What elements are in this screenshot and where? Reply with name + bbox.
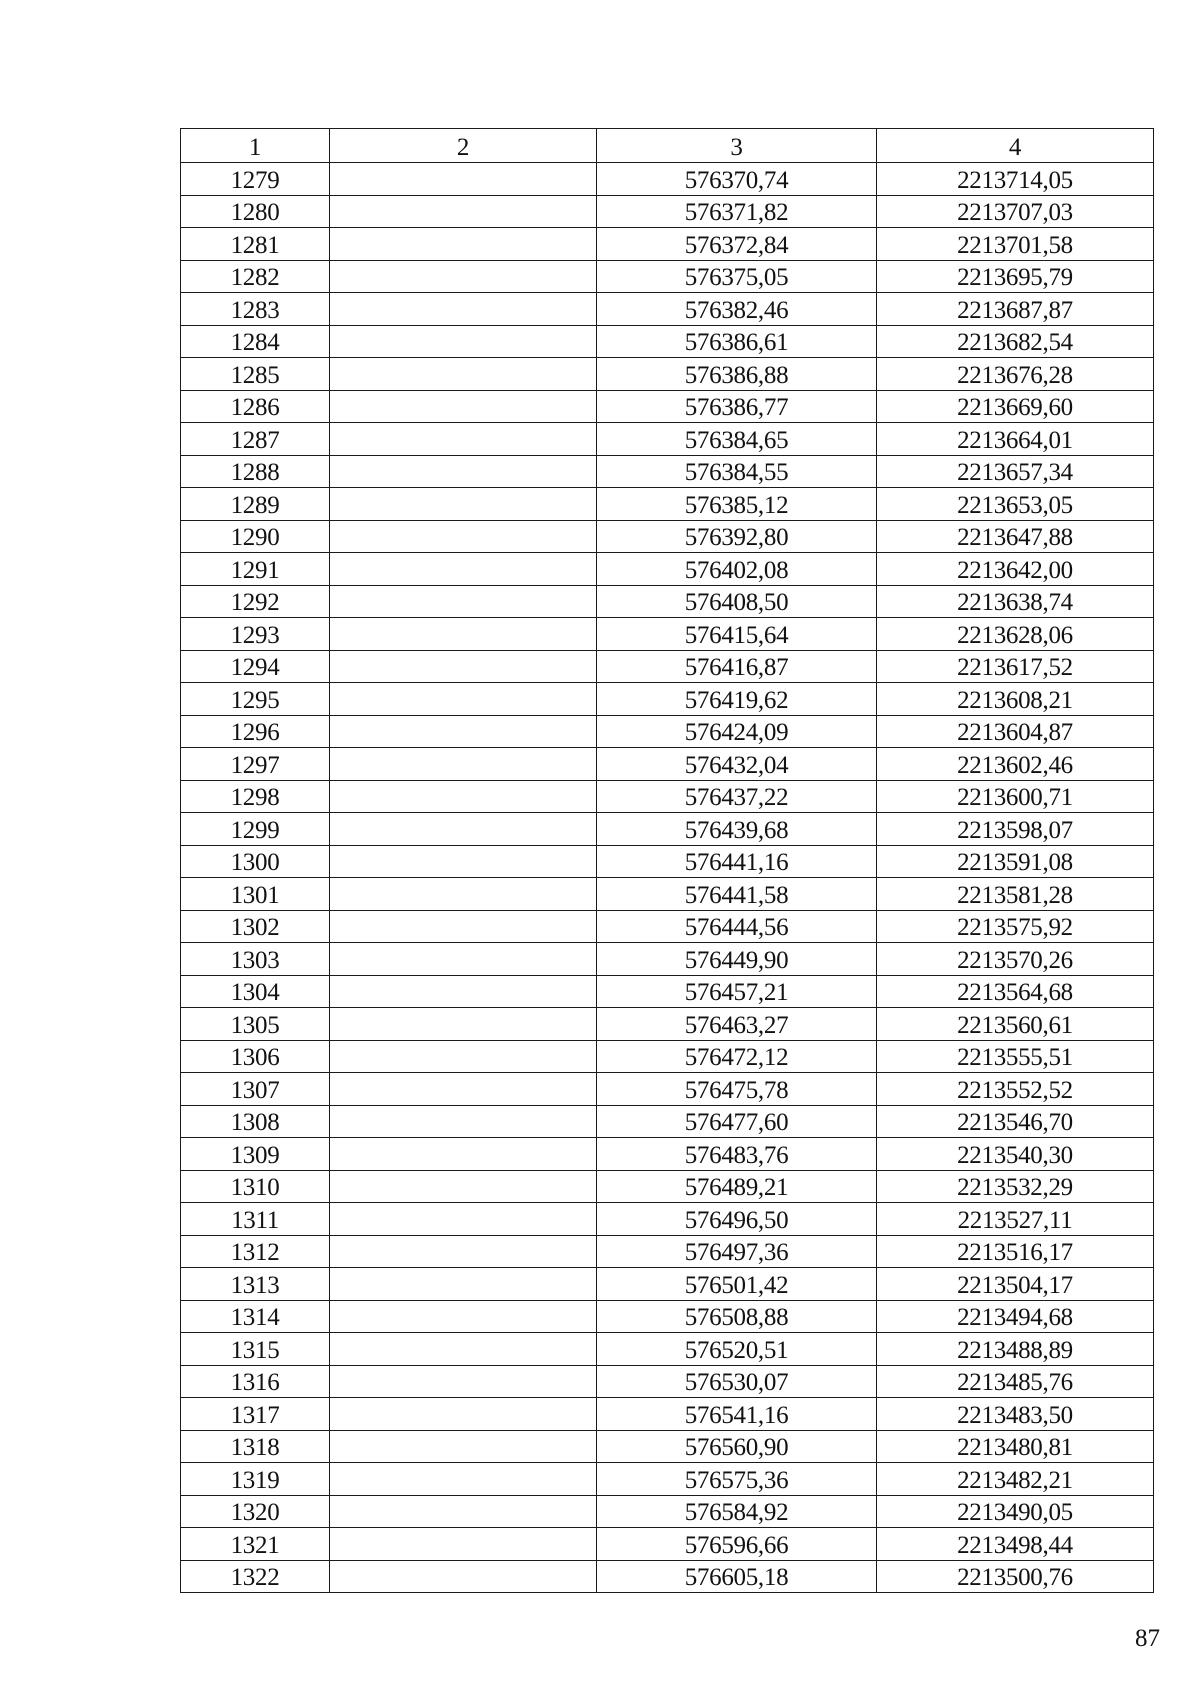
point-number-cell: 1286 bbox=[181, 390, 330, 423]
point-number-cell: 1300 bbox=[181, 845, 330, 878]
x-coordinate-cell: 576384,65 bbox=[597, 423, 877, 456]
x-coordinate-cell: 576441,58 bbox=[597, 878, 877, 911]
table-row bbox=[181, 260, 1154, 293]
description-cell bbox=[330, 1495, 597, 1528]
x-coordinate-cell: 576392,80 bbox=[597, 520, 877, 553]
y-coordinate-cell: 2213591,08 bbox=[877, 845, 1154, 878]
x-coordinate-cell: 576575,36 bbox=[597, 1463, 877, 1496]
point-number-cell: 1304 bbox=[181, 975, 330, 1008]
description-cell bbox=[330, 650, 597, 683]
description-cell bbox=[330, 228, 597, 261]
x-coordinate-cell: 576386,77 bbox=[597, 390, 877, 423]
table-row bbox=[181, 1333, 1154, 1366]
y-coordinate-cell: 2213540,30 bbox=[877, 1138, 1154, 1171]
x-coordinate-cell: 576382,46 bbox=[597, 293, 877, 326]
description-cell bbox=[330, 1268, 597, 1301]
point-number-cell: 1284 bbox=[181, 325, 330, 358]
description-cell bbox=[330, 618, 597, 651]
table-row bbox=[181, 845, 1154, 878]
y-coordinate-cell: 2213480,81 bbox=[877, 1430, 1154, 1463]
description-cell bbox=[330, 748, 597, 781]
x-coordinate-cell: 576384,55 bbox=[597, 455, 877, 488]
description-cell bbox=[330, 293, 597, 326]
point-number-cell: 1292 bbox=[181, 585, 330, 618]
description-cell bbox=[330, 358, 597, 391]
point-number-cell: 1302 bbox=[181, 910, 330, 943]
description-cell bbox=[330, 1528, 597, 1561]
table-row bbox=[181, 943, 1154, 976]
point-number-cell: 1296 bbox=[181, 715, 330, 748]
point-number-cell: 1282 bbox=[181, 260, 330, 293]
point-number-cell: 1320 bbox=[181, 1495, 330, 1528]
description-cell bbox=[330, 715, 597, 748]
y-coordinate-cell: 2213488,89 bbox=[877, 1333, 1154, 1366]
description-cell bbox=[330, 1203, 597, 1236]
header-row bbox=[181, 129, 1154, 163]
y-coordinate-cell: 2213516,17 bbox=[877, 1235, 1154, 1268]
point-number-cell: 1308 bbox=[181, 1105, 330, 1138]
x-coordinate-cell: 576432,04 bbox=[597, 748, 877, 781]
point-number-cell: 1313 bbox=[181, 1268, 330, 1301]
point-number-cell: 1316 bbox=[181, 1365, 330, 1398]
table-row bbox=[181, 1300, 1154, 1333]
description-cell bbox=[330, 195, 597, 228]
table-row bbox=[181, 358, 1154, 391]
y-coordinate-cell: 2213642,00 bbox=[877, 553, 1154, 586]
description-cell bbox=[330, 1170, 597, 1203]
description-cell bbox=[330, 845, 597, 878]
y-coordinate-cell: 2213598,07 bbox=[877, 813, 1154, 846]
point-number-cell: 1303 bbox=[181, 943, 330, 976]
table-row bbox=[181, 585, 1154, 618]
description-cell bbox=[330, 780, 597, 813]
description-cell bbox=[330, 975, 597, 1008]
description-cell bbox=[330, 260, 597, 293]
point-number-cell: 1314 bbox=[181, 1300, 330, 1333]
description-cell bbox=[330, 813, 597, 846]
x-coordinate-cell: 576541,16 bbox=[597, 1398, 877, 1431]
table-body bbox=[181, 163, 1154, 1593]
description-cell bbox=[330, 683, 597, 716]
x-coordinate-cell: 576371,82 bbox=[597, 195, 877, 228]
table-row bbox=[181, 228, 1154, 261]
point-number-cell: 1315 bbox=[181, 1333, 330, 1366]
y-coordinate-cell: 2213608,21 bbox=[877, 683, 1154, 716]
x-coordinate-cell: 576386,88 bbox=[597, 358, 877, 391]
y-coordinate-cell: 2213695,79 bbox=[877, 260, 1154, 293]
y-coordinate-cell: 2213494,68 bbox=[877, 1300, 1154, 1333]
table-row bbox=[181, 390, 1154, 423]
point-number-cell: 1322 bbox=[181, 1560, 330, 1593]
table-row bbox=[181, 423, 1154, 456]
x-coordinate-cell: 576386,61 bbox=[597, 325, 877, 358]
point-number-cell: 1317 bbox=[181, 1398, 330, 1431]
x-coordinate-cell: 576596,66 bbox=[597, 1528, 877, 1561]
point-number-cell: 1298 bbox=[181, 780, 330, 813]
x-coordinate-cell: 576496,50 bbox=[597, 1203, 877, 1236]
y-coordinate-cell: 2213564,68 bbox=[877, 975, 1154, 1008]
x-coordinate-cell: 576419,62 bbox=[597, 683, 877, 716]
column-header-1: 1 bbox=[181, 129, 330, 163]
description-cell bbox=[330, 1333, 597, 1366]
description-cell bbox=[330, 1560, 597, 1593]
description-cell bbox=[330, 325, 597, 358]
y-coordinate-cell: 2213707,03 bbox=[877, 195, 1154, 228]
x-coordinate-cell: 576416,87 bbox=[597, 650, 877, 683]
point-number-cell: 1291 bbox=[181, 553, 330, 586]
x-coordinate-cell: 576439,68 bbox=[597, 813, 877, 846]
table-row bbox=[181, 293, 1154, 326]
description-cell bbox=[330, 1300, 597, 1333]
page-number: 87 bbox=[1135, 1625, 1160, 1652]
x-coordinate-cell: 576385,12 bbox=[597, 488, 877, 521]
point-number-cell: 1293 bbox=[181, 618, 330, 651]
x-coordinate-cell: 576530,07 bbox=[597, 1365, 877, 1398]
point-number-cell: 1311 bbox=[181, 1203, 330, 1236]
y-coordinate-cell: 2213581,28 bbox=[877, 878, 1154, 911]
description-cell bbox=[330, 488, 597, 521]
y-coordinate-cell: 2213575,92 bbox=[877, 910, 1154, 943]
table-row bbox=[181, 715, 1154, 748]
y-coordinate-cell: 2213617,52 bbox=[877, 650, 1154, 683]
x-coordinate-cell: 576483,76 bbox=[597, 1138, 877, 1171]
y-coordinate-cell: 2213500,76 bbox=[877, 1560, 1154, 1593]
y-coordinate-cell: 2213570,26 bbox=[877, 943, 1154, 976]
table-row bbox=[181, 520, 1154, 553]
x-coordinate-cell: 576520,51 bbox=[597, 1333, 877, 1366]
description-cell bbox=[330, 1365, 597, 1398]
table-row bbox=[181, 910, 1154, 943]
y-coordinate-cell: 2213485,76 bbox=[877, 1365, 1154, 1398]
table-header bbox=[181, 129, 1154, 163]
table-row bbox=[181, 1528, 1154, 1561]
y-coordinate-cell: 2213527,11 bbox=[877, 1203, 1154, 1236]
point-number-cell: 1295 bbox=[181, 683, 330, 716]
point-number-cell: 1294 bbox=[181, 650, 330, 683]
y-coordinate-cell: 2213628,06 bbox=[877, 618, 1154, 651]
description-cell bbox=[330, 878, 597, 911]
description-cell bbox=[330, 520, 597, 553]
x-coordinate-cell: 576444,56 bbox=[597, 910, 877, 943]
point-number-cell: 1288 bbox=[181, 455, 330, 488]
y-coordinate-cell: 2213701,58 bbox=[877, 228, 1154, 261]
x-coordinate-cell: 576375,05 bbox=[597, 260, 877, 293]
y-coordinate-cell: 2213604,87 bbox=[877, 715, 1154, 748]
x-coordinate-cell: 576501,42 bbox=[597, 1268, 877, 1301]
table-row bbox=[181, 1235, 1154, 1268]
y-coordinate-cell: 2213482,21 bbox=[877, 1463, 1154, 1496]
y-coordinate-cell: 2213532,29 bbox=[877, 1170, 1154, 1203]
table-row bbox=[181, 1170, 1154, 1203]
point-number-cell: 1285 bbox=[181, 358, 330, 391]
y-coordinate-cell: 2213638,74 bbox=[877, 585, 1154, 618]
y-coordinate-cell: 2213682,54 bbox=[877, 325, 1154, 358]
table-row bbox=[181, 618, 1154, 651]
table-row bbox=[181, 1105, 1154, 1138]
table-row bbox=[181, 683, 1154, 716]
y-coordinate-cell: 2213669,60 bbox=[877, 390, 1154, 423]
description-cell bbox=[330, 390, 597, 423]
x-coordinate-cell: 576415,64 bbox=[597, 618, 877, 651]
point-number-cell: 1287 bbox=[181, 423, 330, 456]
point-number-cell: 1305 bbox=[181, 1008, 330, 1041]
y-coordinate-cell: 2213687,87 bbox=[877, 293, 1154, 326]
coordinates-table bbox=[180, 128, 1154, 1593]
table-row bbox=[181, 1008, 1154, 1041]
table-row bbox=[181, 325, 1154, 358]
column-header-4: 4 bbox=[877, 129, 1154, 163]
x-coordinate-cell: 576508,88 bbox=[597, 1300, 877, 1333]
column-header-2: 2 bbox=[330, 129, 597, 163]
point-number-cell: 1290 bbox=[181, 520, 330, 553]
column-header-3: 3 bbox=[597, 129, 877, 163]
description-cell bbox=[330, 1235, 597, 1268]
description-cell bbox=[330, 553, 597, 586]
table-row bbox=[181, 1040, 1154, 1073]
y-coordinate-cell: 2213676,28 bbox=[877, 358, 1154, 391]
table-row bbox=[181, 1138, 1154, 1171]
x-coordinate-cell: 576408,50 bbox=[597, 585, 877, 618]
description-cell bbox=[330, 1008, 597, 1041]
y-coordinate-cell: 2213647,88 bbox=[877, 520, 1154, 553]
point-number-cell: 1280 bbox=[181, 195, 330, 228]
table-row bbox=[181, 195, 1154, 228]
table-row bbox=[181, 748, 1154, 781]
y-coordinate-cell: 2213653,05 bbox=[877, 488, 1154, 521]
y-coordinate-cell: 2213555,51 bbox=[877, 1040, 1154, 1073]
point-number-cell: 1310 bbox=[181, 1170, 330, 1203]
table-row bbox=[181, 1365, 1154, 1398]
table-row bbox=[181, 553, 1154, 586]
table-row bbox=[181, 780, 1154, 813]
y-coordinate-cell: 2213560,61 bbox=[877, 1008, 1154, 1041]
table-row bbox=[181, 1073, 1154, 1106]
y-coordinate-cell: 2213552,52 bbox=[877, 1073, 1154, 1106]
x-coordinate-cell: 576449,90 bbox=[597, 943, 877, 976]
table-row bbox=[181, 488, 1154, 521]
y-coordinate-cell: 2213546,70 bbox=[877, 1105, 1154, 1138]
table-row bbox=[181, 1430, 1154, 1463]
x-coordinate-cell: 576472,12 bbox=[597, 1040, 877, 1073]
y-coordinate-cell: 2213504,17 bbox=[877, 1268, 1154, 1301]
point-number-cell: 1279 bbox=[181, 163, 330, 196]
point-number-cell: 1312 bbox=[181, 1235, 330, 1268]
x-coordinate-cell: 576372,84 bbox=[597, 228, 877, 261]
table-row bbox=[181, 163, 1154, 196]
x-coordinate-cell: 576457,21 bbox=[597, 975, 877, 1008]
description-cell bbox=[330, 585, 597, 618]
table-row bbox=[181, 1398, 1154, 1431]
point-number-cell: 1281 bbox=[181, 228, 330, 261]
x-coordinate-cell: 576584,92 bbox=[597, 1495, 877, 1528]
description-cell bbox=[330, 455, 597, 488]
y-coordinate-cell: 2213602,46 bbox=[877, 748, 1154, 781]
x-coordinate-cell: 576424,09 bbox=[597, 715, 877, 748]
point-number-cell: 1309 bbox=[181, 1138, 330, 1171]
x-coordinate-cell: 576605,18 bbox=[597, 1560, 877, 1593]
description-cell bbox=[330, 910, 597, 943]
description-cell bbox=[330, 1040, 597, 1073]
y-coordinate-cell: 2213490,05 bbox=[877, 1495, 1154, 1528]
y-coordinate-cell: 2213498,44 bbox=[877, 1528, 1154, 1561]
point-number-cell: 1321 bbox=[181, 1528, 330, 1561]
x-coordinate-cell: 576402,08 bbox=[597, 553, 877, 586]
x-coordinate-cell: 576441,16 bbox=[597, 845, 877, 878]
table-row bbox=[181, 975, 1154, 1008]
x-coordinate-cell: 576477,60 bbox=[597, 1105, 877, 1138]
y-coordinate-cell: 2213600,71 bbox=[877, 780, 1154, 813]
table-row bbox=[181, 1203, 1154, 1236]
point-number-cell: 1289 bbox=[181, 488, 330, 521]
description-cell bbox=[330, 1398, 597, 1431]
y-coordinate-cell: 2213657,34 bbox=[877, 455, 1154, 488]
x-coordinate-cell: 576437,22 bbox=[597, 780, 877, 813]
description-cell bbox=[330, 1073, 597, 1106]
y-coordinate-cell: 2213664,01 bbox=[877, 423, 1154, 456]
description-cell bbox=[330, 1138, 597, 1171]
x-coordinate-cell: 576475,78 bbox=[597, 1073, 877, 1106]
point-number-cell: 1297 bbox=[181, 748, 330, 781]
table-row bbox=[181, 813, 1154, 846]
x-coordinate-cell: 576463,27 bbox=[597, 1008, 877, 1041]
table-row bbox=[181, 1560, 1154, 1593]
table-row bbox=[181, 1463, 1154, 1496]
y-coordinate-cell: 2213483,50 bbox=[877, 1398, 1154, 1431]
description-cell bbox=[330, 423, 597, 456]
description-cell bbox=[330, 163, 597, 196]
table-row bbox=[181, 455, 1154, 488]
description-cell bbox=[330, 943, 597, 976]
x-coordinate-cell: 576497,36 bbox=[597, 1235, 877, 1268]
y-coordinate-cell: 2213714,05 bbox=[877, 163, 1154, 196]
point-number-cell: 1283 bbox=[181, 293, 330, 326]
point-number-cell: 1318 bbox=[181, 1430, 330, 1463]
table-row bbox=[181, 878, 1154, 911]
point-number-cell: 1299 bbox=[181, 813, 330, 846]
point-number-cell: 1307 bbox=[181, 1073, 330, 1106]
table-row bbox=[181, 650, 1154, 683]
point-number-cell: 1306 bbox=[181, 1040, 330, 1073]
table-row bbox=[181, 1268, 1154, 1301]
x-coordinate-cell: 576560,90 bbox=[597, 1430, 877, 1463]
x-coordinate-cell: 576489,21 bbox=[597, 1170, 877, 1203]
description-cell bbox=[330, 1105, 597, 1138]
x-coordinate-cell: 576370,74 bbox=[597, 163, 877, 196]
point-number-cell: 1319 bbox=[181, 1463, 330, 1496]
table-row bbox=[181, 1495, 1154, 1528]
description-cell bbox=[330, 1430, 597, 1463]
description-cell bbox=[330, 1463, 597, 1496]
point-number-cell: 1301 bbox=[181, 878, 330, 911]
